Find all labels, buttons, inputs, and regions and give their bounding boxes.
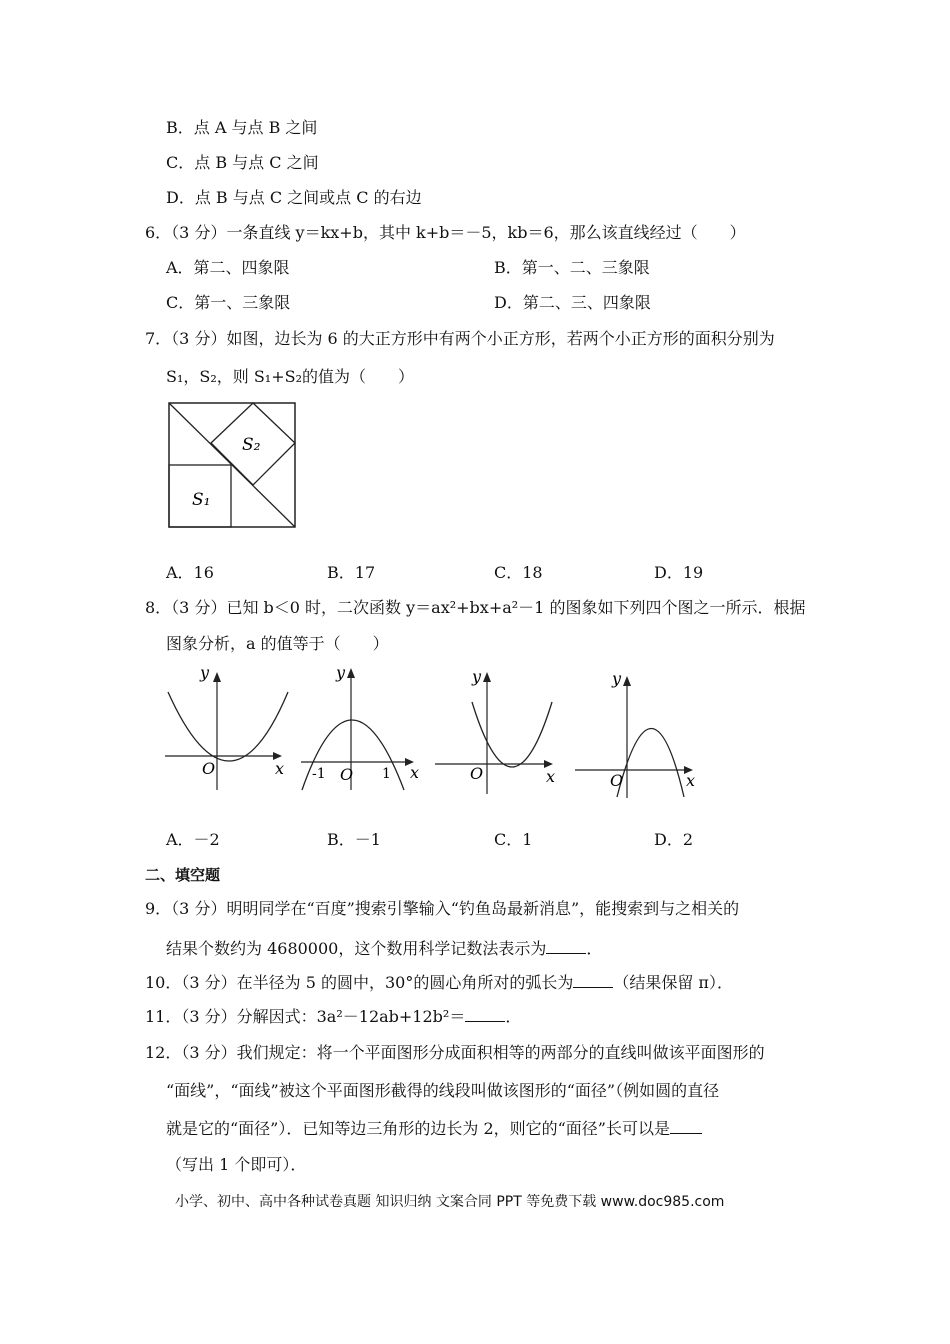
- q6-option-b: B．第一、二、三象限: [494, 258, 650, 277]
- q7-option-b: B．17: [327, 563, 376, 582]
- q8-option-b: B．－1: [327, 830, 381, 849]
- q8-graph-b-y-label: y: [336, 663, 346, 682]
- q5-option-d: D．点 B 与点 C 之间或点 C 的右边: [166, 188, 422, 207]
- q7-stem-line2: S₁，S₂，则 S₁+S₂的值为（ ）: [166, 367, 414, 386]
- q10-stem: [145, 972, 733, 994]
- q8-graph-a-origin: O: [202, 759, 216, 778]
- q10-text-end: （结果保留 π）．: [613, 973, 733, 992]
- q11-stem: [145, 1006, 521, 1028]
- q12-line3-text: 就是它的“面径”）．已知等边三角形的边长为 2，则它的“面径”长可以是: [166, 1119, 670, 1138]
- q8-option-d: D．2: [654, 830, 694, 849]
- q11-text: 11．（3 分）分解因式：3a²－12ab+12b²＝: [145, 1007, 466, 1026]
- q8-graph-a: [160, 662, 295, 794]
- q6-option-c: C．第一、三象限: [166, 293, 291, 312]
- q8-graph-b-origin: O: [340, 765, 354, 784]
- q6-option-d: D．第二、三、四象限: [494, 293, 651, 312]
- q11-answer-blank: [465, 1007, 505, 1022]
- q6-option-a: A．第二、四象限: [166, 258, 290, 277]
- q8-graph-b-tick-1: 1: [382, 766, 391, 782]
- q7-label-s1: S₁: [192, 490, 211, 510]
- section-heading-fill-in: 二、填空题: [145, 866, 221, 884]
- q7-option-a: A．16: [166, 563, 214, 582]
- q12-line1: 12．（3 分）我们规定：将一个平面图形分成面积相等的两部分的直线叫做该平面图形的: [145, 1043, 765, 1062]
- q8-option-a: A．－2: [166, 830, 220, 849]
- q12-answer-blank: [670, 1119, 702, 1134]
- q8-graph-c: [432, 662, 562, 797]
- q8-graph-c-y-label: y: [472, 667, 482, 686]
- q7-squares-figure: [166, 400, 298, 530]
- q8-graph-a-y-label: y: [200, 663, 210, 682]
- q12-line4: （写出 1 个即可）．: [166, 1155, 307, 1174]
- q7-option-d: D．19: [654, 563, 704, 582]
- q9-line2-text: 结果个数约为 4680000，这个数用科学记数法表示为: [166, 939, 547, 958]
- q8-graph-c-x-label: x: [546, 767, 556, 786]
- q12-line3: [166, 1118, 702, 1140]
- q10-answer-blank: [573, 973, 613, 988]
- q8-graph-d: [572, 662, 702, 800]
- q8-graph-a-x-label: x: [275, 759, 285, 778]
- q8-graph-d-origin: O: [610, 771, 624, 790]
- q8-graph-b-tick-neg1: -1: [312, 766, 326, 782]
- q9-line1: 9．（3 分）明明同学在“百度”搜索引擎输入“钓鱼岛最新消息”，能搜索到与之相关的: [145, 899, 740, 918]
- q10-text: 10．（3 分）在半径为 5 的圆中，30°的圆心角所对的弧长为: [145, 973, 574, 992]
- q8-option-c: C．1: [494, 830, 533, 849]
- page-footer: 小学、初中、高中各种试卷真题 知识归纳 文案合同 PPT 等免费下载 www.doc985.com: [175, 1194, 725, 1210]
- q6-stem: 6．（3 分）一条直线 y＝kx+b，其中 k+b＝－5，kb＝6，那么该直线经过（ ）: [145, 223, 746, 242]
- q8-graph-b-x-label: x: [410, 763, 420, 782]
- q12-line2: “面线”，“面线”被这个平面图形截得的线段叫做该图形的“面径”（例如圆的直径: [166, 1081, 720, 1100]
- q8-graph-c-origin: O: [470, 764, 484, 783]
- q7-label-s2: S₂: [242, 435, 261, 455]
- q8-graph-d-y-label: y: [612, 669, 622, 688]
- q9-line2: [166, 938, 602, 960]
- q8-stem-line1: 8．（3 分）已知 b＜0 时，二次函数 y＝ax²+bx+a²－1 的图象如下列四个图之一所示．根据: [145, 598, 806, 617]
- q11-text-end: ．: [505, 1007, 522, 1026]
- q8-graph-d-x-label: x: [686, 771, 696, 790]
- q7-option-c: C．18: [494, 563, 543, 582]
- q9-answer-blank: [546, 939, 586, 954]
- q8-graph-b: [296, 662, 424, 794]
- q5-option-c: C．点 B 与点 C 之间: [166, 153, 319, 172]
- q7-stem-line1: 7．（3 分）如图，边长为 6 的大正方形中有两个小正方形，若两个小正方形的面积分别为: [145, 329, 775, 348]
- q5-option-b: B．点 A 与点 B 之间: [166, 118, 318, 137]
- q9-line2-end: ．: [586, 939, 603, 958]
- q8-stem-line2: 图象分析，a 的值等于（ ）: [166, 634, 389, 653]
